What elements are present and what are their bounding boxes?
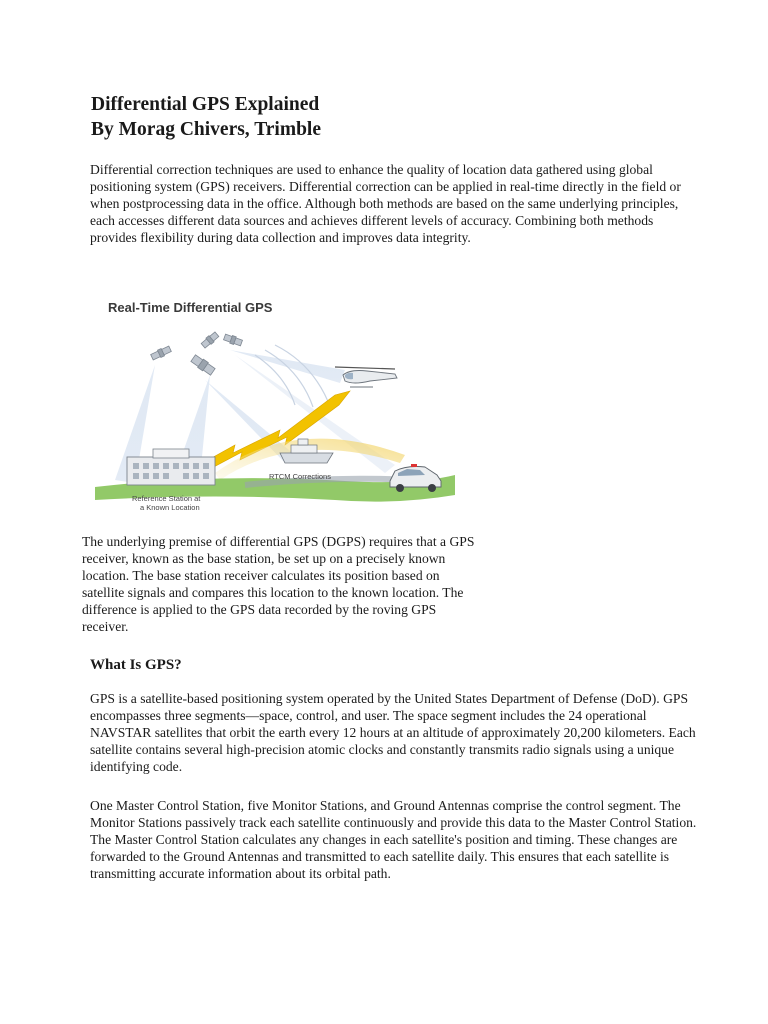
dgps-figure — [95, 295, 455, 525]
dgps-illustration — [95, 295, 455, 525]
reference-station-label-1: Reference Station at — [132, 494, 201, 503]
reference-station-label-2: a Known Location — [140, 503, 200, 512]
title-line-2: By Morag Chivers, Trimble — [91, 119, 322, 140]
intro-paragraph: Differential correction techniques are used to enhance the quality of location data gathered using global positioning system (GPS) receivers. Differential correction can be applied in real-time directly in the field or when postprocessing data in the office. Although both methods are based on the same underlying principles, each accesses different data sources and achieves different levels of accuracy. Combining both methods provides flexibility during data collection and improves data integrity. — [90, 162, 681, 245]
gps-paragraph-2: One Master Control Station, five Monitor Stations, and Ground Antennas comprise the control segment. The Monitor Stations passively track each satellite continuously and provide this data to the Master Control Station. The Master Control Station calculates any changes in each satellite's position and timing. These changes are forwarded to the Ground Antennas and transmitted to each satellite daily. This ensures that each satellite is transmitting accurate information about its orbital path. — [90, 798, 697, 881]
premise-paragraph: The underlying premise of differential GPS (DGPS) requires that a GPS receiver, known as the base station, be set up on a precisely known location. The base station receiver calculates its position based on satellite signals and compares this location to the known location. The difference is applied to the GPS data recorded by the roving GPS receiver. — [82, 534, 475, 634]
correction-signal-bolts — [190, 391, 405, 480]
document-title — [91, 92, 321, 142]
figure-title: Real-Time Differential GPS — [108, 300, 273, 315]
rtcm-corrections-label: RTCM Corrections — [269, 472, 331, 481]
gps-paragraph-1: GPS is a satellite-based positioning system operated by the United States Department of Defense (DoD). GPS encompasses three segments—space, control, and user. The space segment includes the 24 operational NAVSTAR satellites that orbit the earth every 12 hours at an altitude of approximately 20,200 kilometers. Each satellite contains several high-precision atomic clocks and constantly transmits radio signals using a unique identifying code. — [90, 691, 696, 774]
section-heading: What Is GPS? — [90, 657, 182, 673]
satellite-icon — [150, 331, 243, 376]
title-line-1: Differential GPS Explained — [91, 94, 320, 115]
